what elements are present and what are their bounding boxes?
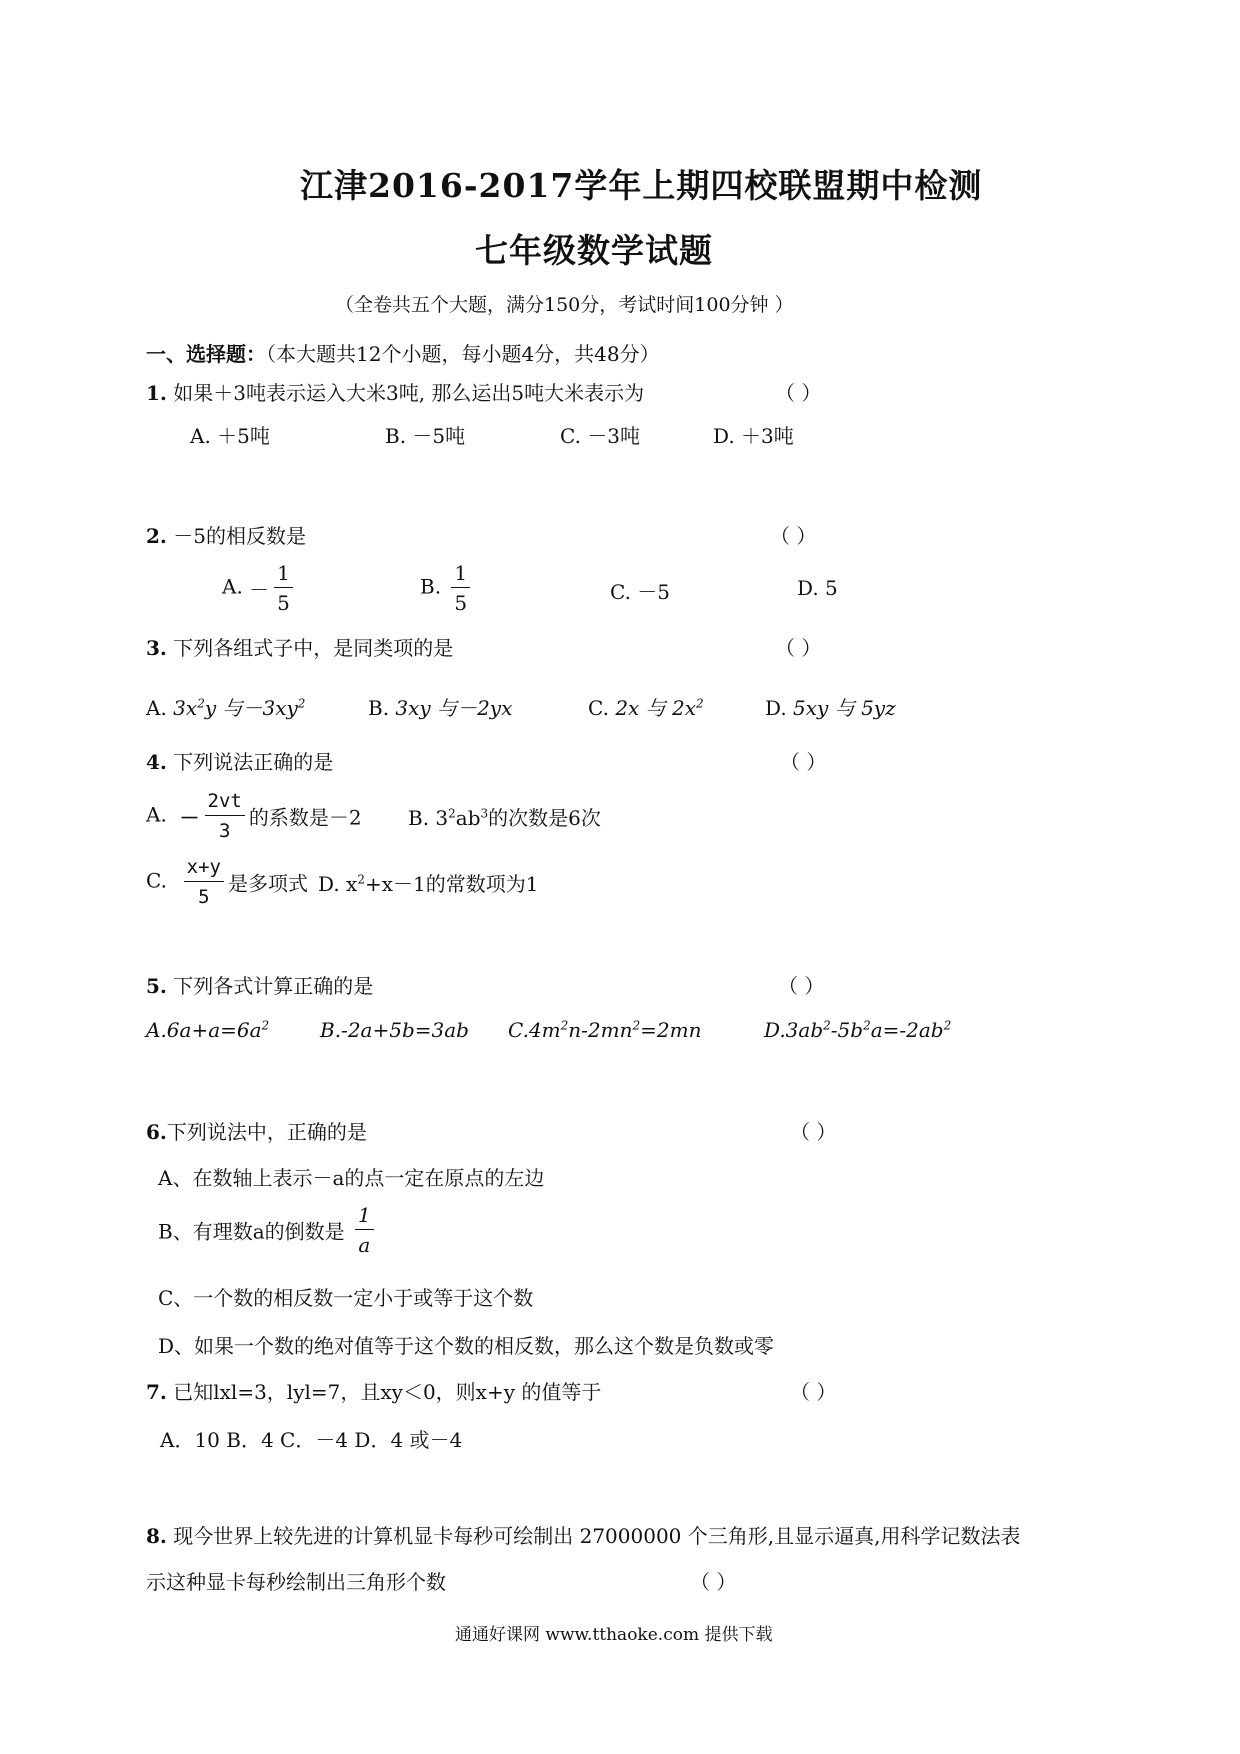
numerator: x+y — [184, 854, 224, 882]
option-c: C. －5 — [610, 580, 671, 604]
option-c: C. －3吨 — [560, 424, 641, 448]
option-label: B. — [408, 806, 430, 830]
option-d — [318, 868, 538, 897]
answer-blank: （ ） — [775, 636, 822, 660]
option-a: A、在数轴上表示－a的点一定在原点的左边 — [158, 1166, 545, 1190]
question-text: 如果＋3吨表示运入大米3吨, 那么运出5吨大米表示为 — [173, 381, 645, 405]
question-text: 下列说法正确的是 — [173, 750, 334, 774]
fraction — [355, 1202, 374, 1258]
option-b — [158, 1202, 378, 1258]
answer-blank: （ ） — [690, 1570, 737, 1594]
option-b: B. －5吨 — [385, 424, 466, 448]
expression: $3^2ab^3$ — [435, 806, 489, 830]
expression: $3x^2y$ 与$-3xy^2$ — [173, 696, 306, 720]
exam-title: 江津2016-2017学年上期四校联盟期中检测 — [300, 166, 983, 205]
question-number: 4. — [146, 750, 167, 774]
section-label: 一、选择题： — [146, 342, 266, 366]
question-number: 3. — [146, 636, 167, 660]
options: A．10 B．4 C．－4 D．4 或－4 — [160, 1428, 463, 1452]
option-a — [222, 560, 297, 616]
question-3 — [146, 632, 453, 661]
answer-blank: （ ） — [775, 381, 822, 405]
exam-subtitle: 七年级数学试题 — [475, 231, 713, 270]
option-label: A. — [146, 802, 167, 827]
fraction — [274, 560, 293, 616]
option-d: D. ＋3吨 — [713, 424, 794, 448]
question-number: 5. — [146, 974, 167, 998]
denominator: 5 — [277, 591, 290, 615]
question-number: 7. — [146, 1380, 167, 1404]
option-b: B.-2a+5b=3ab — [320, 1018, 469, 1042]
question-text: 已知lxl=3，lyl=7，且xy＜0，则x+y 的值等于 — [173, 1380, 602, 1404]
exam-note: （全卷共五个大题，满分150分，考试时间100分钟 ） — [335, 294, 794, 316]
option-label: A. — [146, 696, 167, 720]
question-1 — [146, 377, 644, 406]
question-text: 下列说法中，正确的是 — [166, 1120, 367, 1144]
question-text: 现今世界上较先进的计算机显卡每秒可绘制出 27000000 个三角形,且显示逼真,用科学记数法表 — [173, 1524, 1021, 1548]
section-heading — [146, 338, 660, 367]
option-a — [146, 788, 362, 844]
fraction — [451, 560, 470, 616]
option-b — [420, 560, 474, 616]
question-text: 下列各式计算正确的是 — [173, 974, 374, 998]
option-a: A. ＋5吨 — [190, 424, 270, 448]
numerator: 2vt — [205, 788, 245, 816]
answer-blank: （ ） — [790, 1120, 837, 1144]
option-d: D、如果一个数的绝对值等于这个数的相反数，那么这个数是负数或零 — [158, 1334, 775, 1358]
expression: $x^2+x-1$的常数项为1 — [346, 872, 539, 896]
question-number: 6. — [146, 1120, 167, 1144]
option-a — [146, 692, 305, 721]
option-text: 的次数是6次 — [488, 806, 601, 830]
denominator: 5 — [198, 886, 210, 908]
expression: 2x 与 $2x^2$ — [615, 696, 704, 720]
question-7 — [146, 1376, 601, 1405]
option-d — [765, 692, 896, 721]
denominator: 3 — [218, 820, 231, 842]
answer-blank: （ ） — [778, 974, 825, 998]
option-label: D. — [318, 872, 340, 896]
minus-sign: － — [179, 805, 200, 830]
option-label: B. — [420, 574, 442, 599]
fraction — [205, 788, 245, 844]
option-d: D. 5 — [797, 576, 838, 600]
option-b — [368, 692, 512, 721]
option-text: 是多项式 — [228, 871, 308, 896]
option-text: B、有理数a的倒数是 — [158, 1219, 345, 1244]
option-label: C. — [588, 696, 609, 720]
question-number: 1. — [146, 381, 167, 405]
question-6 — [146, 1116, 367, 1145]
option-label: A. — [222, 574, 243, 599]
expression: 3xy 与－2yx — [395, 696, 513, 720]
minus-sign: － — [249, 577, 270, 602]
answer-blank: （ ） — [780, 750, 827, 774]
option-label: B. — [368, 696, 390, 720]
question-8 — [146, 1520, 1020, 1549]
numerator: 1 — [451, 560, 470, 588]
denominator: 5 — [454, 591, 468, 615]
option-c: C、一个数的相反数一定小于或等于这个数 — [158, 1286, 534, 1310]
fraction — [184, 854, 224, 910]
question-number: 8. — [146, 1524, 167, 1548]
option-d: $D.3ab^2-5b^2a=-2ab^2$ — [764, 1018, 952, 1042]
question-2 — [146, 520, 306, 549]
question-number: 2. — [146, 524, 167, 548]
question-4 — [146, 746, 333, 775]
option-b — [408, 802, 601, 831]
footer-text: 通通好课网 www.tthaoke.com 提供下载 — [455, 1625, 773, 1645]
numerator: 1 — [274, 560, 293, 588]
question-text: －5的相反数是 — [173, 524, 306, 548]
option-c: $C.4m^2n-2mn^2=2mn$ — [508, 1018, 702, 1042]
option-a: $A.6a+a=6a^2$ — [146, 1018, 270, 1042]
question-5 — [146, 970, 373, 999]
option-label: D. — [765, 696, 787, 720]
option-c — [146, 854, 308, 910]
option-c — [588, 692, 704, 721]
option-text: 的系数是－2 — [248, 805, 362, 830]
answer-blank: （ ） — [790, 1380, 837, 1404]
question-text: 下列各组式子中，是同类项的是 — [173, 636, 454, 660]
denominator: a — [358, 1233, 371, 1257]
expression: 5xy 与 5yz — [793, 696, 896, 720]
option-label: C. — [146, 868, 167, 893]
question-8-continued: 示这种显卡每秒绘制出三角形个数 — [146, 1570, 446, 1594]
section-description: （本大题共12个小题，每小题4分，共48分） — [266, 342, 660, 366]
answer-blank: （ ） — [770, 524, 817, 548]
numerator: 1 — [355, 1202, 374, 1230]
